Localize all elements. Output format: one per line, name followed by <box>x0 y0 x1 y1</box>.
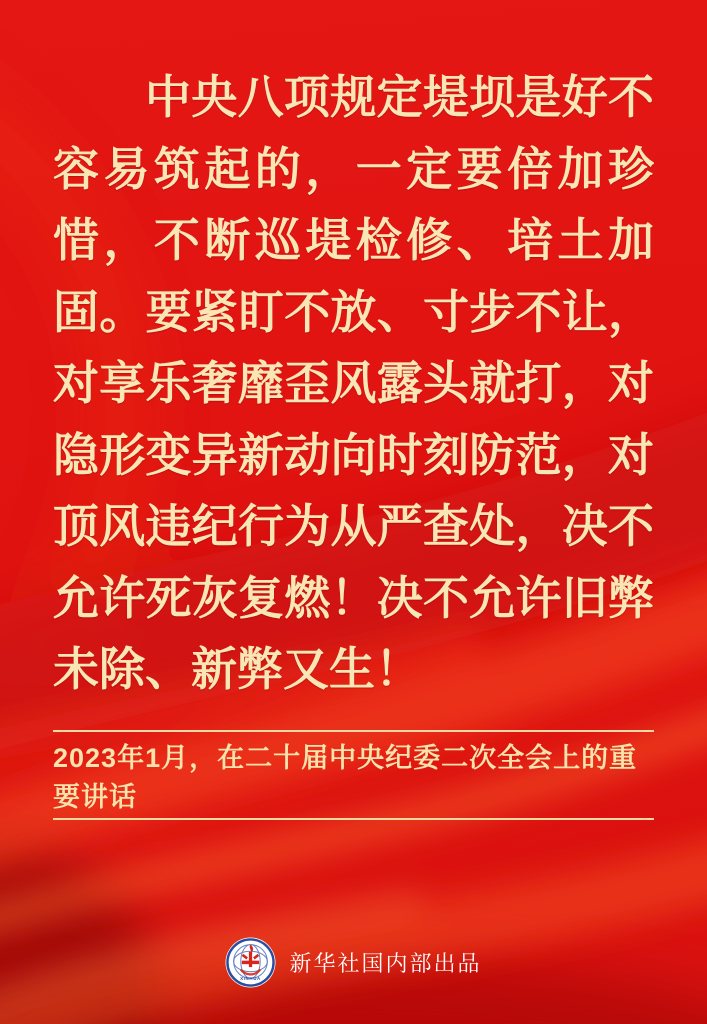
quote-line: 中央八项规定堤坝是好不 <box>145 70 654 124</box>
quote-line: 未除、新弊又生！ <box>53 642 421 696</box>
quote-block <box>53 62 654 706</box>
quote-line: 容易筑起的，一定要倍加珍 <box>53 141 654 196</box>
divider-line-top <box>53 730 654 732</box>
quote-line: 顶风违纪行为从严查处，决不 <box>53 499 654 553</box>
footer <box>0 936 707 988</box>
quote-line: 允许死灰复燃！决不允许旧弊 <box>53 570 654 625</box>
quote-line: 惜，不断巡堤检修、培土加 <box>53 213 654 267</box>
xinhua-logo-icon <box>225 937 276 988</box>
quote-line: 固。要紧盯不放、寸步不让， <box>53 284 654 339</box>
quote-line: 对享乐奢靡歪风露头就打，对 <box>53 356 654 410</box>
logo-xinhua-text: XINHUA <box>240 975 262 981</box>
quote-line: 隐形变异新动向时刻防范，对 <box>53 427 654 482</box>
citation-text: 2023年1月，在二十届中央纪委二次全会上的重要讲话 <box>53 743 638 812</box>
divider-line-bottom <box>53 818 654 820</box>
publisher-text: 新华社国内部出品 <box>289 950 482 976</box>
citation-section <box>53 730 654 820</box>
